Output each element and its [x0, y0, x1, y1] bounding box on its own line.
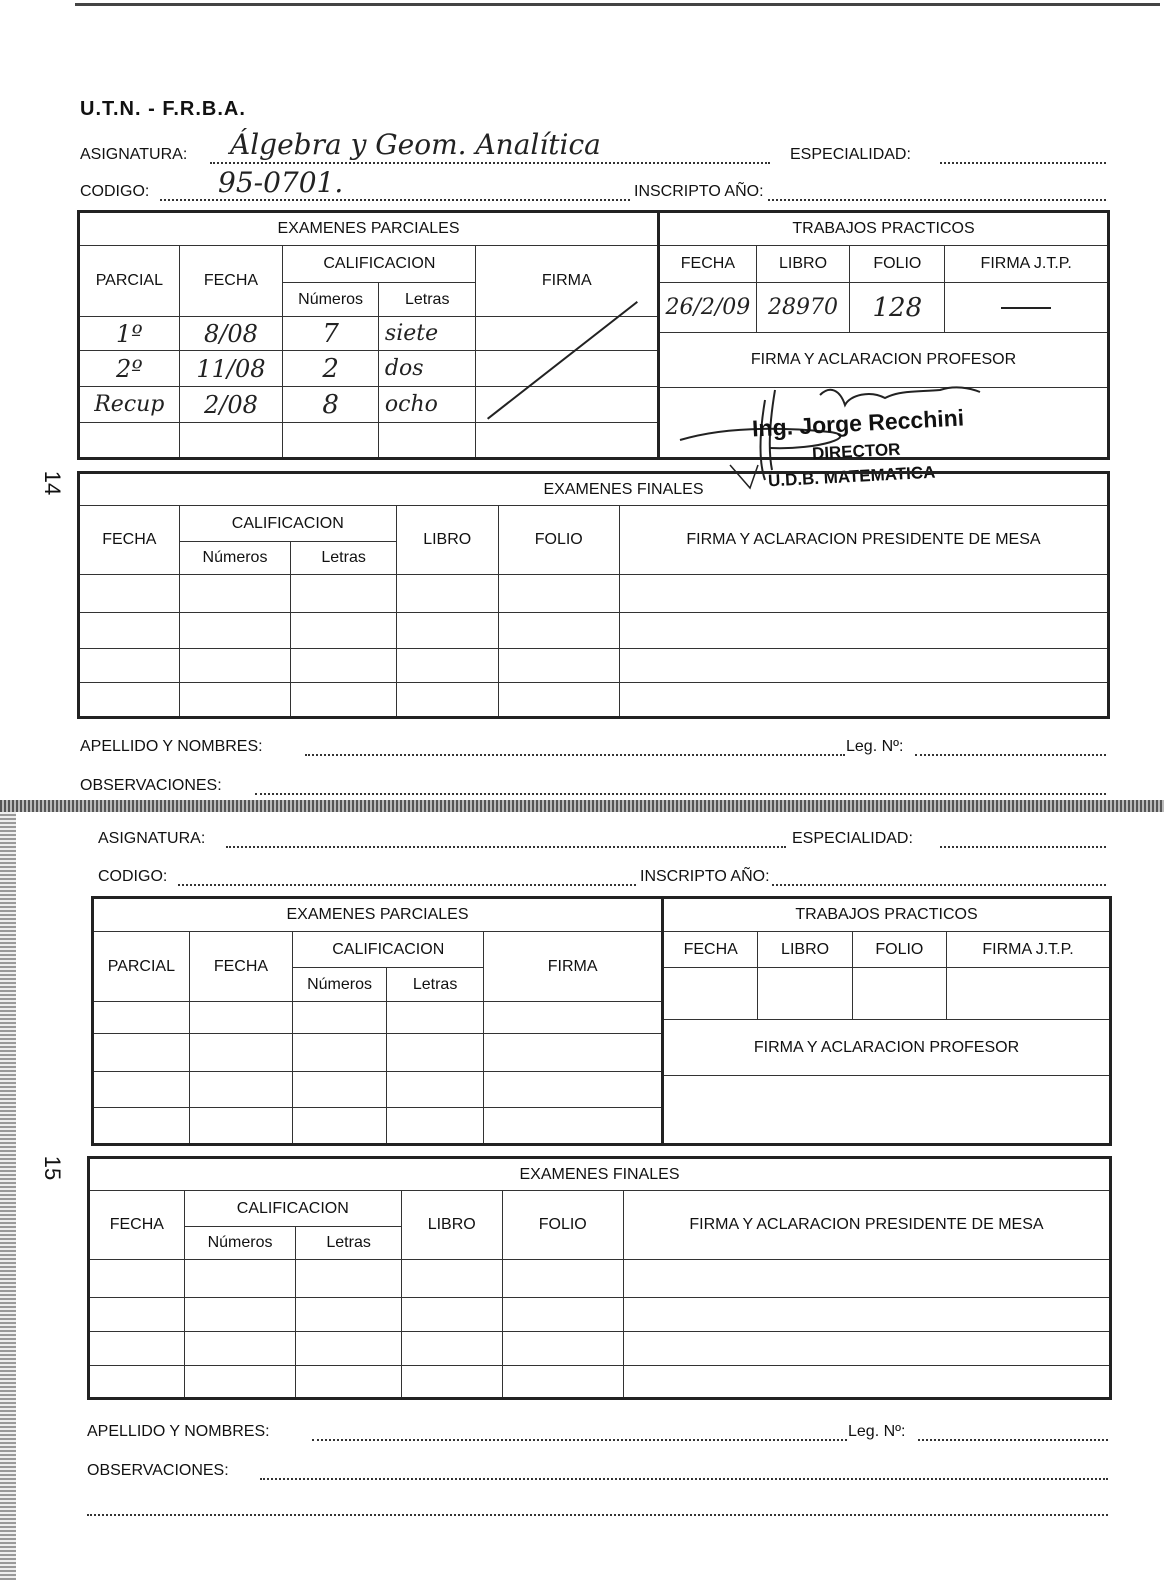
- tp-col-firma-jtp-2: FIRMA J.T.P.: [947, 932, 1111, 968]
- fin-cell[interactable]: [291, 613, 397, 649]
- fin-cell[interactable]: [401, 1260, 502, 1298]
- parcial-cell[interactable]: [79, 423, 180, 459]
- fin-cell[interactable]: [291, 575, 397, 613]
- fin-cell[interactable]: [184, 1260, 296, 1298]
- observaciones-label: OBSERVACIONES:: [80, 777, 222, 794]
- col-letras-2: Letras: [386, 968, 483, 1002]
- fin-cell[interactable]: [401, 1366, 502, 1399]
- asignatura-value[interactable]: Álgebra y Geom. Analítica: [230, 128, 601, 161]
- firma-profesor-label: FIRMA Y ACLARACION PROFESOR: [659, 333, 1109, 388]
- fin-cell[interactable]: [89, 1260, 185, 1298]
- inscripto-line[interactable]: [768, 199, 1106, 201]
- letras-cell[interactable]: ocho: [378, 387, 476, 423]
- fin-col-libro: LIBRO: [396, 506, 498, 575]
- firma-cell[interactable]: [484, 1002, 663, 1034]
- fin-cell[interactable]: [502, 1260, 623, 1298]
- fin-cell[interactable]: [179, 575, 291, 613]
- fin-cell[interactable]: [79, 649, 180, 683]
- fin-cell[interactable]: [396, 649, 498, 683]
- col-fecha: FECHA: [179, 246, 283, 317]
- fin-col-calificacion: CALIFICACION: [179, 506, 396, 542]
- fin-cell[interactable]: [179, 613, 291, 649]
- fin-cell[interactable]: [619, 613, 1108, 649]
- fin-cell[interactable]: [296, 1332, 402, 1366]
- fin-cell[interactable]: [291, 683, 397, 718]
- parciales-table-2: [91, 896, 664, 1146]
- fecha-cell[interactable]: 8/08: [179, 317, 283, 351]
- tp-col-folio-2: FOLIO: [852, 932, 946, 968]
- table-row: [79, 613, 1109, 649]
- fin-cell[interactable]: [502, 1366, 623, 1399]
- finales-title: EXAMENES FINALES: [79, 473, 1109, 506]
- fecha-cell[interactable]: [189, 1108, 292, 1145]
- asignatura-line: [210, 162, 770, 164]
- numero-cell[interactable]: 7: [283, 317, 379, 351]
- numero-cell[interactable]: 8: [283, 387, 379, 423]
- table-row: [79, 649, 1109, 683]
- stamp-unit: U.D.B. MATEMATICA: [767, 462, 936, 491]
- table-row: [79, 317, 659, 351]
- numero-cell[interactable]: [293, 1072, 387, 1108]
- table-row: [79, 423, 659, 459]
- fin-col-letras-2: Letras: [296, 1227, 402, 1260]
- fin-cell[interactable]: [502, 1332, 623, 1366]
- practicos-title: TRABAJOS PRACTICOS: [659, 212, 1109, 246]
- table-row: [93, 1108, 663, 1145]
- col-fecha-2: FECHA: [189, 932, 292, 1002]
- top-edge-line: [75, 3, 1160, 6]
- parcial-cell[interactable]: [93, 1002, 190, 1034]
- col-numeros-2: Números: [293, 968, 387, 1002]
- col-firma: FIRMA: [476, 246, 659, 317]
- fin-cell[interactable]: [89, 1332, 185, 1366]
- tp-folio-cell[interactable]: 128: [850, 283, 945, 333]
- parciales-title-2: EXAMENES PARCIALES: [93, 898, 663, 932]
- parcial-cell[interactable]: [93, 1108, 190, 1145]
- letras-cell[interactable]: [386, 1034, 483, 1072]
- especialidad-label: ESPECIALIDAD:: [790, 146, 911, 163]
- codigo-value[interactable]: 95-0701.: [218, 166, 344, 199]
- tp-col-fecha-2: FECHA: [663, 932, 758, 968]
- tp-col-folio: FOLIO: [850, 246, 945, 283]
- fin-cell[interactable]: [296, 1298, 402, 1332]
- stamp-role: DIRECTOR: [811, 439, 901, 464]
- fin-cell[interactable]: [623, 1332, 1110, 1366]
- table-row: [79, 683, 1109, 718]
- fin-col-firma-2: FIRMA Y ACLARACION PRESIDENTE DE MESA: [623, 1191, 1110, 1260]
- fin-cell[interactable]: [184, 1298, 296, 1332]
- observaciones-line[interactable]: [255, 793, 1106, 795]
- inscripto-label-2: INSCRIPTO AÑO:: [640, 868, 770, 885]
- apellido-line[interactable]: [305, 754, 845, 756]
- fin-cell[interactable]: [179, 649, 291, 683]
- table-row: [79, 387, 659, 423]
- fin-cell[interactable]: [619, 649, 1108, 683]
- card-divider: [0, 800, 1164, 812]
- numero-cell[interactable]: 2: [283, 351, 379, 387]
- table-row: [79, 351, 659, 387]
- fin-col-fecha-2: FECHA: [89, 1191, 185, 1260]
- letras-cell[interactable]: [386, 1108, 483, 1145]
- fin-cell[interactable]: [401, 1298, 502, 1332]
- codigo-label-2: CODIGO:: [98, 868, 168, 885]
- firma-profesor-area-2[interactable]: [663, 1076, 1111, 1145]
- tp-col-libro: LIBRO: [756, 246, 850, 283]
- tp-libro-cell[interactable]: [758, 968, 852, 1020]
- asignatura-label: ASIGNATURA:: [80, 146, 188, 163]
- practicos-title-2: TRABAJOS PRACTICOS: [663, 898, 1111, 932]
- fecha-cell[interactable]: 11/08: [179, 351, 283, 387]
- fin-cell[interactable]: [619, 575, 1108, 613]
- table-row: [93, 1034, 663, 1072]
- fin-cell[interactable]: [619, 683, 1108, 718]
- firma-profesor-label-2: FIRMA Y ACLARACION PROFESOR: [663, 1020, 1111, 1076]
- asignatura-line-2[interactable]: [226, 846, 786, 848]
- especialidad-line-2[interactable]: [940, 846, 1106, 848]
- letras-cell[interactable]: [378, 423, 476, 459]
- fin-col-numeros: Números: [179, 542, 291, 575]
- institution-title: U.T.N. - F.R.B.A.: [80, 98, 246, 120]
- tp-fecha-cell[interactable]: 26/2/09: [659, 283, 757, 333]
- codigo-line-2[interactable]: [178, 884, 636, 886]
- fin-col-firma: FIRMA Y ACLARACION PRESIDENTE DE MESA: [619, 506, 1108, 575]
- parcial-cell[interactable]: [93, 1072, 190, 1108]
- col-calificacion: CALIFICACION: [283, 246, 476, 283]
- table-row: [93, 1002, 663, 1034]
- observaciones-line-2b[interactable]: [87, 1514, 1108, 1516]
- fin-col-letras: Letras: [291, 542, 397, 575]
- inscripto-line-2[interactable]: [772, 884, 1106, 886]
- tp-folio-cell[interactable]: [852, 968, 946, 1020]
- fin-cell[interactable]: [498, 575, 619, 613]
- apellido-line-2[interactable]: [312, 1439, 847, 1441]
- fin-cell[interactable]: [396, 575, 498, 613]
- col-letras: Letras: [378, 283, 476, 317]
- page-number-14: 14: [40, 470, 66, 496]
- fin-cell[interactable]: [396, 683, 498, 718]
- apellido-label: APELLIDO Y NOMBRES:: [80, 738, 263, 755]
- inscripto-label: INSCRIPTO AÑO:: [634, 183, 764, 200]
- leg-line[interactable]: [915, 754, 1106, 756]
- stamp-name: Ing. Jorge Recchini: [751, 404, 965, 442]
- practicos-table-2: [661, 896, 1112, 1146]
- letras-cell[interactable]: [386, 1002, 483, 1034]
- parciales-table: [77, 210, 660, 460]
- firma-cell[interactable]: [484, 1108, 663, 1145]
- finales-title-2: EXAMENES FINALES: [89, 1158, 1111, 1191]
- page-number-15: 15: [40, 1155, 66, 1181]
- col-numeros: Números: [283, 283, 379, 317]
- fin-cell[interactable]: [401, 1332, 502, 1366]
- codigo-label: CODIGO:: [80, 183, 150, 200]
- parcial-cell[interactable]: [93, 1034, 190, 1072]
- tp-firma-cell[interactable]: [947, 968, 1111, 1020]
- scan-left-edge: [0, 812, 16, 1580]
- tp-col-fecha: FECHA: [659, 246, 757, 283]
- fin-col-folio-2: FOLIO: [502, 1191, 623, 1260]
- fecha-cell[interactable]: [189, 1002, 292, 1034]
- table-row: [89, 1260, 1111, 1298]
- jtp-signature-dash: [1001, 307, 1051, 309]
- fin-cell[interactable]: [396, 613, 498, 649]
- fin-col-libro-2: LIBRO: [401, 1191, 502, 1260]
- parcial-cell[interactable]: 2º: [79, 351, 180, 387]
- numero-cell[interactable]: [283, 423, 379, 459]
- table-row: [89, 1366, 1111, 1399]
- col-firma-2: FIRMA: [484, 932, 663, 1002]
- table-row: [79, 575, 1109, 613]
- col-calificacion-2: CALIFICACION: [293, 932, 484, 968]
- firma-cell[interactable]: [476, 317, 659, 351]
- numero-cell[interactable]: [293, 1108, 387, 1145]
- fin-cell[interactable]: [623, 1298, 1110, 1332]
- fecha-cell[interactable]: 2/08: [179, 387, 283, 423]
- fin-cell[interactable]: [184, 1332, 296, 1366]
- fin-cell[interactable]: [89, 1298, 185, 1332]
- letras-cell[interactable]: [386, 1072, 483, 1108]
- codigo-line: [160, 199, 630, 201]
- parcial-cell[interactable]: Recup: [79, 387, 180, 423]
- fin-cell[interactable]: [79, 613, 180, 649]
- fecha-cell[interactable]: [179, 423, 283, 459]
- fin-cell[interactable]: [184, 1366, 296, 1399]
- col-parcial-2: PARCIAL: [93, 932, 190, 1002]
- tp-firma-cell[interactable]: [945, 283, 1109, 333]
- fin-col-folio: FOLIO: [498, 506, 619, 575]
- firma-cell[interactable]: [484, 1034, 663, 1072]
- fin-cell[interactable]: [498, 683, 619, 718]
- observaciones-label-2: OBSERVACIONES:: [87, 1462, 229, 1479]
- leg-label-2: Leg. Nº:: [848, 1423, 906, 1440]
- numero-cell[interactable]: [293, 1034, 387, 1072]
- leg-line-2[interactable]: [918, 1439, 1108, 1441]
- fin-cell[interactable]: [179, 683, 291, 718]
- numero-cell[interactable]: [293, 1002, 387, 1034]
- firma-cell[interactable]: [484, 1072, 663, 1108]
- fin-cell[interactable]: [79, 683, 180, 718]
- tp-col-libro-2: LIBRO: [758, 932, 852, 968]
- fin-cell[interactable]: [79, 575, 180, 613]
- fin-cell[interactable]: [623, 1366, 1110, 1399]
- letras-cell[interactable]: siete: [378, 317, 476, 351]
- fin-cell[interactable]: [291, 649, 397, 683]
- observaciones-line-2[interactable]: [260, 1478, 1108, 1480]
- table-row: [89, 1298, 1111, 1332]
- firma-cell[interactable]: [476, 423, 659, 459]
- table-row: [93, 1072, 663, 1108]
- fecha-cell[interactable]: [189, 1072, 292, 1108]
- fin-cell[interactable]: [623, 1260, 1110, 1298]
- especialidad-label-2: ESPECIALIDAD:: [792, 830, 913, 847]
- especialidad-line[interactable]: [940, 162, 1106, 164]
- tp-libro-cell[interactable]: 28970: [756, 283, 850, 333]
- leg-label: Leg. Nº:: [846, 738, 904, 755]
- fin-col-fecha: FECHA: [79, 506, 180, 575]
- fin-cell[interactable]: [296, 1366, 402, 1399]
- fin-cell[interactable]: [498, 613, 619, 649]
- finales-table: [77, 471, 1110, 719]
- tp-fecha-cell[interactable]: [663, 968, 758, 1020]
- fin-col-calificacion-2: CALIFICACION: [184, 1191, 401, 1227]
- fin-cell[interactable]: [296, 1260, 402, 1298]
- fecha-cell[interactable]: [189, 1034, 292, 1072]
- parciales-title: EXAMENES PARCIALES: [79, 212, 659, 246]
- tp-col-firma-jtp: FIRMA J.T.P.: [945, 246, 1109, 283]
- col-parcial: PARCIAL: [79, 246, 180, 317]
- fin-col-numeros-2: Números: [184, 1227, 296, 1260]
- asignatura-label-2: ASIGNATURA:: [98, 830, 206, 847]
- letras-cell[interactable]: dos: [378, 351, 476, 387]
- fin-cell[interactable]: [89, 1366, 185, 1399]
- fin-cell[interactable]: [502, 1298, 623, 1332]
- finales-table-2: [87, 1156, 1112, 1400]
- fin-cell[interactable]: [498, 649, 619, 683]
- apellido-label-2: APELLIDO Y NOMBRES:: [87, 1423, 270, 1440]
- parcial-cell[interactable]: 1º: [79, 317, 180, 351]
- table-row: [89, 1332, 1111, 1366]
